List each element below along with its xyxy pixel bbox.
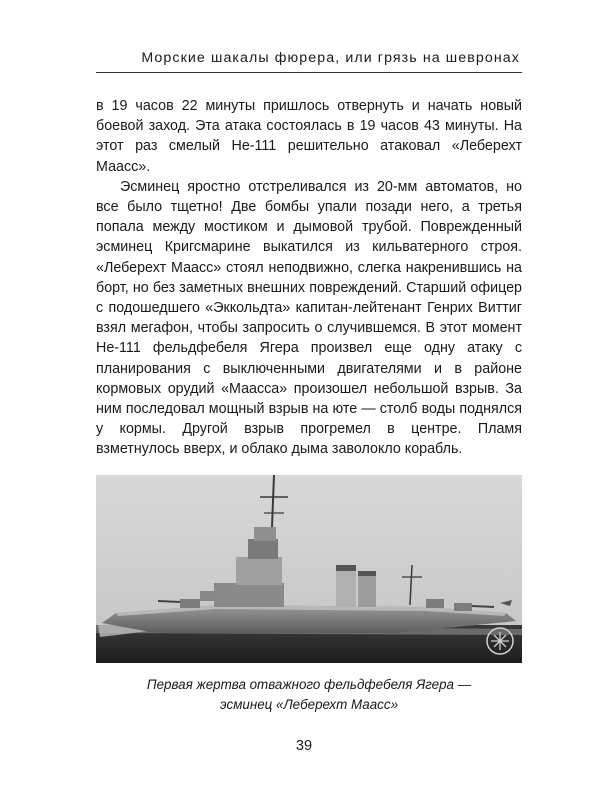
caption-line: эсминец «Леберехт Маасс» [219,697,399,712]
figure-caption [96,675,522,715]
running-header [96,44,522,73]
running-title: Морские шакалы фюрера, или грязь на шевронах [141,50,520,66]
page-number: 39 [295,738,313,754]
paragraph: в 19 часов 22 минуты пришлось отвернуть и начать новый боевой заход. Эта атака состоялась в 19 часов 43 минуты. На этот раз смелый Не-111 решительно атаковал «Леберехт Маасс». [96,98,522,175]
caption-line: Первая жертва отважного фельдфебеля Ягера — [146,677,472,692]
body-text [96,96,522,460]
destroyer-photo [96,475,522,663]
paragraph: Эсминец яростно отстреливался из 20-мм автоматов, но все было тщетно! Две бомбы упали позади него, а третья попала между мостиком и дымовой трубой. Поврежденный эсминец Кригсмарине выкатился из кильватерного строя. «Леберехт Маасс» стоял неподвижно, слегка накренившись на борт, но без заметных внешних повреждений. Старший офицер с подошедшего «Эккольдта» капитан-лейтенант Генрих Виттиг взял мегафон, чтобы запросить о случившемся. В этот момент Не-111 фельдфебеля Ягера произвел еще одну атаку с планирования с выключенными двигателями и в районе кормовых орудий «Маасса» произошел небольшой взрыв. За ним последовал мощный взрыв на юте — столб воды поднялся у кормы. Другой взрыв прогремел в центре. Пламя взметнулось вверх, и облако дыма заволокло корабль. [96,178,522,458]
